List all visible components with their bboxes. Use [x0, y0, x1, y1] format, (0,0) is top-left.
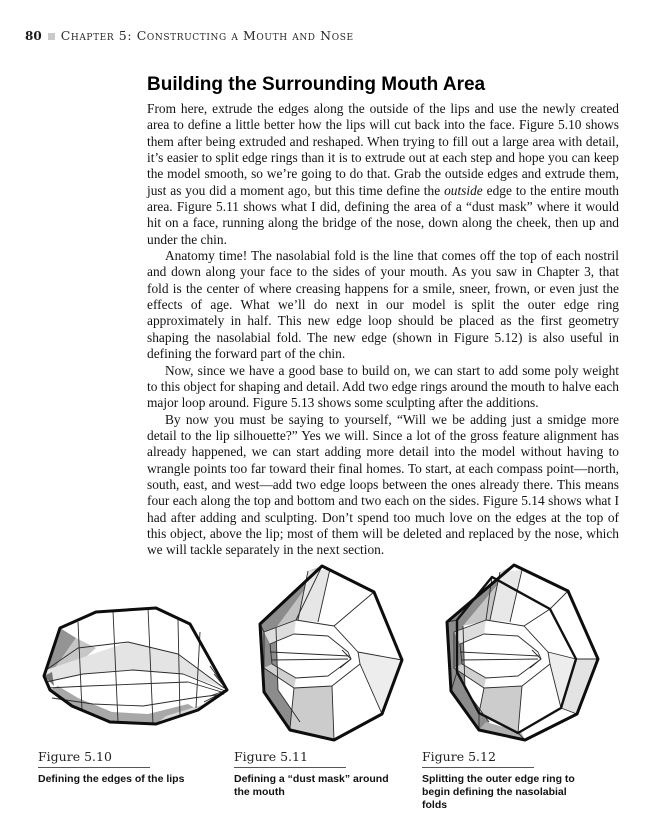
paragraph: From here, extrude the edges along the outside of the lips and use the newly created area to define a little better how the lips will cut back into the face. Figure 5.10 shows them after being extruded and reshaped. When trying to fill out a large area with detail, it’s easier to split edge rings than it is to extrude out at each step and hope you can keep the model smooth, so we’re going to do that. Grab the outside edges and extrude them, just as you did a moment ago, but this time define the outside edge to the entire mouth area. Figure 5.11 shows what I did, defining the area of a “dust mask” where it would hit on a face, running along the bridge of the nose, down along the cheek, then up and under the chin.	[147, 101, 619, 247]
figure-5-12	[422, 562, 622, 812]
figure-5-10	[38, 562, 233, 786]
figure-label: Figure 5.11	[234, 748, 346, 768]
figure-5-11	[234, 562, 422, 799]
chapter-title: Chapter 5: Constructing a Mouth and Nose	[60, 28, 354, 43]
header-square-icon	[48, 33, 55, 40]
figure-caption: Defining the edges of the lips	[38, 773, 185, 785]
figure-5-12-image	[422, 562, 622, 745]
body-text	[147, 101, 619, 559]
running-head	[25, 28, 354, 43]
figure-5-11-image	[234, 562, 420, 745]
section-title: Building the Surrounding Mouth Area	[147, 74, 486, 95]
figure-label: Figure 5.10	[38, 748, 150, 768]
paragraph: By now you must be saying to yourself, “Will we be adding just a smidge more detail to the lip silhouette?” Yes we will. Since a lot of the gross feature alignment has already happened, we can start adding more detail into the model without having to wrangle points too far toward their final homes. To start, at each compass point—north, south, east, and west—add two edge loops between the ones already there. This means four each along the top and bottom and two each on the sides. Figure 5.14 shows what I had after adding and sculpting. Don’t spend too much love on the edges at the top of this object, above the lip; most of them will be deleted and replaced by the nose, which we will tackle separately in the next section.	[147, 411, 619, 558]
figure-caption: Splitting the outer edge ring to begin defining the nasolabial folds	[422, 773, 575, 811]
figure-5-10-image	[38, 562, 233, 745]
figure-caption: Defining a “dust mask” around the mouth	[234, 773, 389, 798]
page-number: 80	[25, 28, 42, 43]
paragraph: Anatomy time! The nasolabial fold is the line that comes off the top of each nostril and down along your face to the sides of your mouth. As you saw in Chapter 3, that fold is the center of where creasing happens for a smile, sneer, frown, or even just the effects of age. What we’ll do next in our model is split the outer edge ring approximately in half. This new edge loop should be placed as the first geometry shaping the nasolabial fold. The new edge (shown in Figure 5.12) is also useful in defining the forward part of the chin.	[147, 248, 619, 362]
paragraph: Now, since we have a good base to build on, we can start to add some poly weight to this object for shaping and detail. Add two edge rings around the mouth to halve each major loop around. Figure 5.13 shows some sculpting after the additions.	[147, 362, 619, 411]
figure-label: Figure 5.12	[422, 748, 534, 768]
